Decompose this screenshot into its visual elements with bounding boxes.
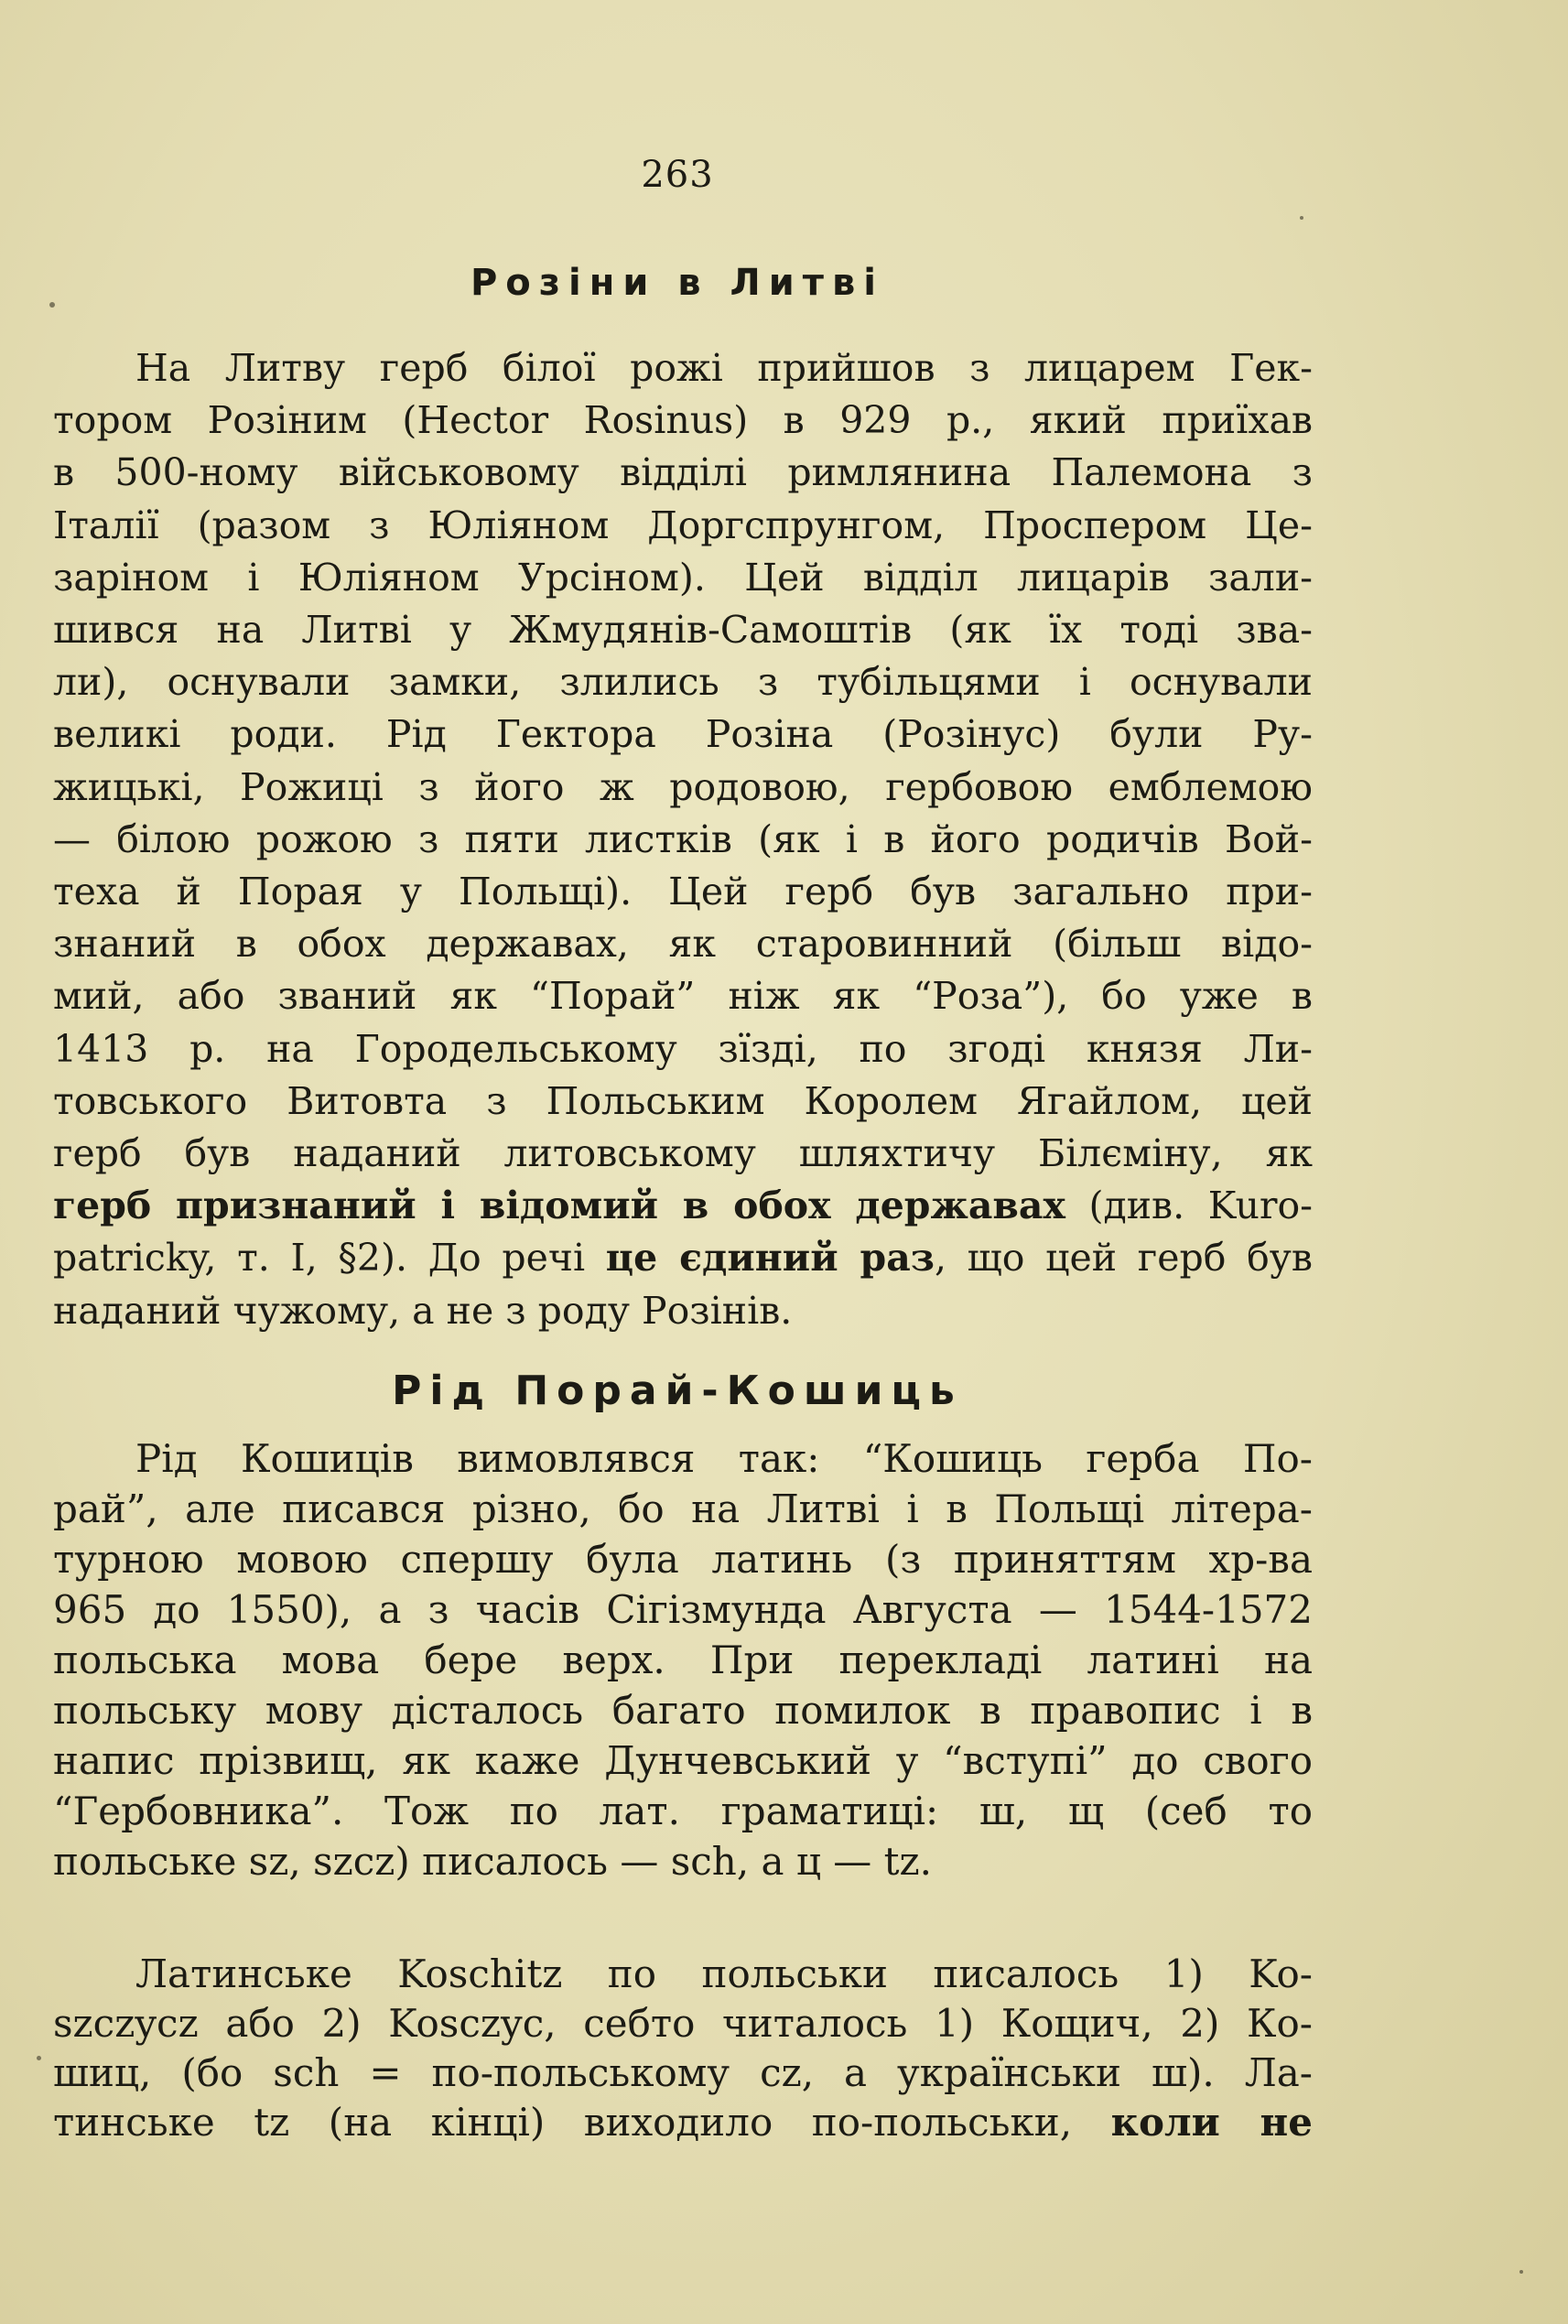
text-line (53, 1232, 1313, 1284)
text-line: герб був наданий литовському шляхтичу Білєміну, як (53, 1131, 1313, 1176)
text-fragment: (див. Kurо- (1065, 1184, 1313, 1228)
bold-phrase: герб признаний і відомий в обох державах (53, 1184, 1065, 1228)
paragraph-koshyts (53, 1433, 1313, 1886)
text-fragment: тинське tz (на кінці) виходило по-польськи, (53, 2100, 1111, 2145)
text-line: Рід Кошиців вимовлявся так: “Кошиць герба По- (135, 1436, 1313, 1481)
text-line: товського Витовта з Польським Королем Ягайлом, цей (53, 1078, 1313, 1123)
text-line: наданий чужому, а не з роду Розінів. (53, 1288, 793, 1333)
text-line: рай”, але писався різно, бо на Литві і в Польщі літера- (53, 1486, 1313, 1531)
section-heading-porai-koshyts: Рід Порай-Кошиць (392, 1367, 963, 1414)
paragraph-latin-spelling (53, 1950, 1313, 2147)
text-line: великі роди. Рід Гектора Розіна (Розінус) були Ру- (53, 712, 1313, 757)
section-heading-rozini: Розіни в Литві (470, 262, 885, 304)
text-line: польська мова бере верх. При перекладі латині на (53, 1638, 1313, 1682)
paper-speck (37, 2056, 41, 2060)
page-number: 263 (641, 154, 714, 196)
text-line: напис прізвищ, як каже Дунчевський у “вступі” до свого (53, 1738, 1313, 1783)
text-line: 965 до 1550), а з часів Сігізмунда Августа — 1544-1572 (53, 1587, 1313, 1632)
bold-phrase: це єдиний раз (605, 1236, 935, 1281)
text-line: мий, або званий як “Порай” ніж як “Роза”), бо уже в (53, 974, 1313, 1019)
text-line: знаний в обох державах, як старовинний (більш відо- (53, 922, 1313, 967)
text-line: турною мовою спершу була латинь (з приняттям хр-ва (53, 1537, 1313, 1582)
text-line: “Гербовника”. Тож по лат. граматиці: ш, щ (себ то (53, 1789, 1313, 1833)
text-line: в 500-ному військовому відділі римлянина Палемона з (53, 450, 1313, 495)
text-line: Італії (разом з Юліяном Доргспрунгом, Проспером Це- (53, 503, 1313, 547)
text-line: Латинське Koschitz по польськи писалось 1) Ko- (135, 1951, 1313, 1996)
text-line: жицькі, Рожиці з його ж родовою, гербовою емблемою (53, 764, 1313, 809)
text-line: польське sz, szcz) писалось — sch, а ц — tz. (53, 1839, 933, 1884)
paper-speck (1519, 2270, 1523, 2274)
text-line (53, 2098, 1313, 2147)
text-line: На Литву герб білої рожі прийшов з лицарем Гек- (135, 346, 1313, 390)
paper-speck (49, 302, 55, 308)
text-fragment: patricky, т. I, §2). До речі (53, 1236, 606, 1281)
text-line: ли), оснували замки, злились з тубільцями і оснували (53, 660, 1313, 705)
text-line: — білою рожою з пяти листків (як і в його родичів Вой- (53, 816, 1313, 861)
text-line (53, 1180, 1313, 1232)
text-fragment: , що цей герб був (934, 1236, 1313, 1281)
text-line: шився на Литві у Жмудянів-Самоштів (як їх тоді зва- (53, 608, 1313, 653)
text-line: szczycz або 2) Kosczyc, себто читалось 1) Кощич, 2) Ко- (53, 2001, 1313, 2046)
text-line: тором Розіним (Hector Rosinus) в 929 р., який приїхав (53, 398, 1313, 443)
text-line: заріном і Юліяном Урсіном). Цей відділ лицарів зали- (53, 555, 1313, 600)
text-line: польську мову дісталось багато помилок в правопис і в (53, 1688, 1313, 1733)
paragraph-rozini (53, 342, 1313, 1337)
text-line: 1413 р. на Городельському зїзді, по згоді князя Ли- (53, 1026, 1313, 1071)
bold-phrase: коли не (1110, 2100, 1313, 2145)
paper-speck (1300, 216, 1303, 220)
text-line: шиц, (бо sch = по-польському cz, а українськи ш). Ла- (53, 2050, 1313, 2095)
text-line: техa й Порая у Польщі). Цей герб був загально при- (53, 870, 1313, 914)
